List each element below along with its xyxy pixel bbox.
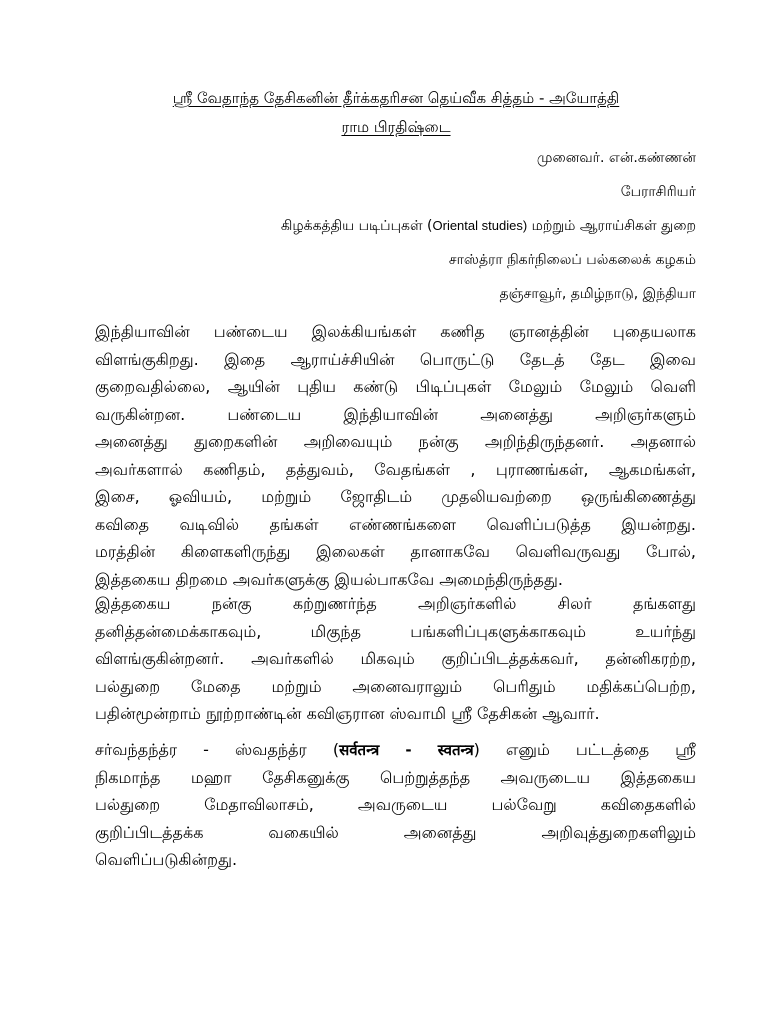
document-title xyxy=(96,84,696,142)
sanskrit-title-post: ) எனும் பட்டத்தை ஸ்ரீ xyxy=(473,740,696,759)
paragraph-line: குறிப்பிடத்தக்க வகையில் அனைத்து அறிவுத்துறைகளிலும் xyxy=(95,822,696,842)
paragraph-2 xyxy=(95,590,696,728)
title-line-2: ராம பிரதிஷ்டை xyxy=(341,118,451,136)
paragraph-line: வெளிப்படுகின்றது. xyxy=(95,850,238,869)
paragraph-line: மரத்தின் கிளைகளிருந்து இலைகள் தானாகவே வெளிவருவது போல், xyxy=(95,542,696,561)
paragraph-line: இசை, ஓவியம், மற்றும் ஜோதிடம் முதலியவற்றை ஒருங்கிணைத்து xyxy=(95,487,696,506)
paragraph-1 xyxy=(95,318,696,593)
paragraph-line: பல்துறை மேதை மற்றும் அனைவராலும் பெரிதும் மதிக்கப்பெற்ற, xyxy=(95,676,696,696)
sanskrit-title-pre: சர்வந்தந்த்ர - ஸ்வதந்த்ர ( xyxy=(95,740,340,759)
paragraph-line: கவிதை வடிவில் தங்கள் எண்ணங்களை வெளிப்படுத்த இயன்றது. xyxy=(95,514,696,534)
paragraph-line: பல்துறை மேதாவிலாசம், அவருடைய பல்வேறு கவிதைகளில் xyxy=(95,795,696,814)
title-line-1: ஸ்ரீ வேதாந்த தேசிகனின் தீர்க்கதரிசன தெய்வீக சித்தம் - அயோத்தி xyxy=(172,89,620,107)
department-text-pre: கிழக்கத்திய படிப்புகள் ( xyxy=(280,218,433,234)
author-name: முனைவர். என்.கண்ணன் xyxy=(536,150,696,166)
paragraph-line: அவர்களால் கணிதம், தத்துவம், வேதங்கள் , புராணங்கள், ஆகமங்கள், xyxy=(95,459,696,479)
author-department xyxy=(281,218,696,236)
paragraph-line: அனைத்து துறைகளின் அறிவையும் நன்கு அறிந்திருந்தனர். அதனால் xyxy=(95,432,696,451)
paragraph-3 xyxy=(95,736,696,874)
paragraph-line: இந்தியாவின் பண்டைய இலக்கியங்கள் கணித ஞானத்தின் புதையலாக xyxy=(95,322,696,341)
paragraph-line: இத்தகைய நன்கு கற்றுணர்ந்த அறிஞர்களில் சிலர் தங்களது xyxy=(95,594,696,613)
paragraph-line: இத்தகைய திறமை அவர்களுக்கு இயல்பாகவே அமைந்திருந்தது. xyxy=(95,569,563,589)
paragraph-line: பதின்மூன்றாம் நூற்றாண்டின் கவிஞரான ஸ்வாமி ஸ்ரீ தேசிகன் ஆவார். xyxy=(95,704,600,723)
department-latin: Oriental studies) xyxy=(432,218,528,233)
author-location: தஞ்சாவூர், தமிழ்நாடு, இந்தியா xyxy=(499,286,696,302)
paragraph-line: விளங்குகிறது. இதை ஆராய்ச்சியின் பொருட்டு தேடத் தேட இவை xyxy=(95,349,696,369)
paragraph-line: தனித்தன்மைக்காகவும், மிகுந்த பங்களிப்புகளுக்காகவும் உயர்ந்து xyxy=(95,621,696,641)
paragraph-line: வருகின்றன. பண்டைய இந்தியாவின் அனைத்து அறிஞர்களும் xyxy=(95,404,696,424)
author-university: சாஸ்த்ரா நிகர்நிலைப் பல்கலைக் கழகம் xyxy=(448,252,696,268)
paragraph-line xyxy=(95,736,696,764)
author-designation: பேராசிரியர் xyxy=(620,184,696,200)
paragraph-line: நிகமாந்த மஹா தேசிகனுக்கு பெற்றுத்தந்த அவருடைய இத்தகைய xyxy=(95,767,696,787)
sanskrit-title: सर्वतन्त्र - स्वतन्त्र xyxy=(339,741,474,759)
department-text-post: மற்றும் ஆராய்சிகள் துறை xyxy=(527,218,696,234)
paragraph-line: குறைவதில்லை, ஆயின் புதிய கண்டு பிடிப்புகள் மேலும் மேலும் வெளி xyxy=(95,377,696,396)
paragraph-line: விளங்குகின்றனர். அவர்களில் மிகவும் குறிப்பிடத்தக்கவர், தன்னிகரற்ற, xyxy=(95,649,696,668)
